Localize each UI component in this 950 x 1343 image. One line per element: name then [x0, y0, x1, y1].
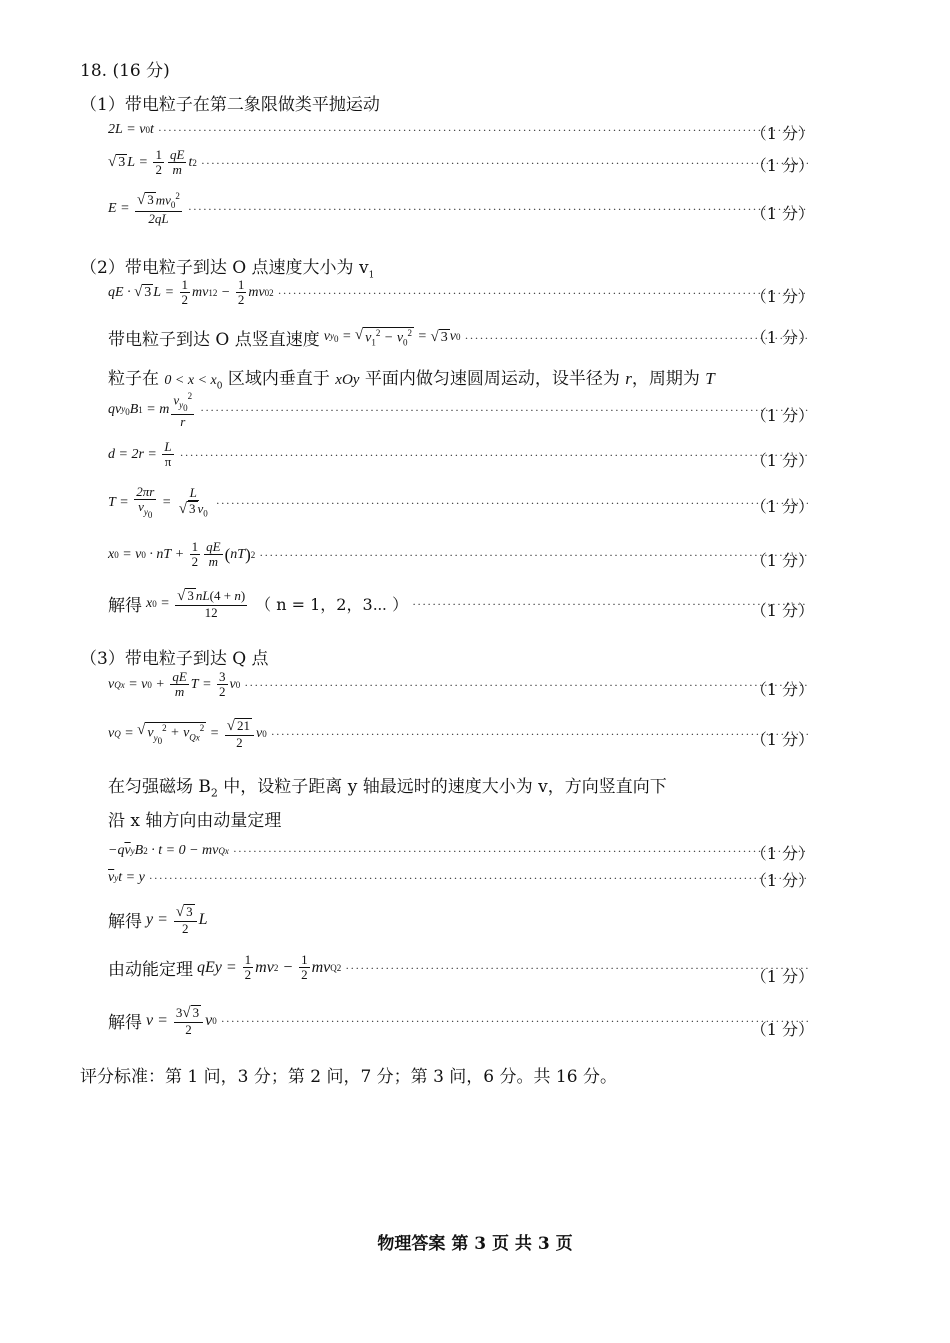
score: （1 分） — [750, 287, 814, 306]
score: （1 分） — [750, 406, 814, 425]
field-text-b: 中，设粒子距离 y 轴最远时的速度大小为 v，方向竖直向下 — [217, 777, 667, 797]
score: （1 分） — [750, 844, 814, 863]
eq-vyt: $\overline{v}$ y t = y ····· — [108, 870, 814, 886]
eq-vQ: v Q = √ $v_{y_0}^2 + v_{Qx}^2$ = √ 21 2 v 0 ····· — [108, 718, 814, 750]
part1-title: （1）带电粒子在第二象限做类平抛运动 — [80, 95, 380, 115]
score: （1 分） — [750, 156, 814, 175]
eq-momentum: − q $\overline{v}$ y B 2 · t = 0 − mv Qx ····· — [108, 843, 814, 859]
momentum-text: 沿 x 轴方向由动量定理 — [108, 811, 282, 831]
circle-motion-part1: 粒子在 — [108, 369, 159, 389]
score: （1 分） — [750, 124, 814, 143]
eq-energy-O: qE · √ 3 L = $\frac{1}{2}$ mv 1 2 − $\frac{1}{2}$ mv 0 2 ····· — [108, 278, 814, 308]
field-text-sub: 2 — [210, 786, 218, 800]
field-text — [108, 772, 667, 799]
score: （1 分） — [750, 601, 814, 620]
circle-motion-part4: ，周期为 — [631, 369, 700, 389]
n-values: （ n = 1，2，3⋯ ） — [255, 595, 409, 615]
problem-label: 18. (16 分) — [80, 61, 170, 81]
vertical-speed-text: 带电粒子到达 O 点竖直速度 — [108, 330, 320, 350]
eq-vy0: 带电粒子到达 O 点竖直速度 v $y_0$ = √ $v_1^2 - v_0^2$ = √ 3 v 0 ····· — [108, 325, 814, 350]
solve-v-text: 解得 — [108, 1013, 142, 1034]
score: （1 分） — [750, 967, 814, 986]
grading-standard: 评分标准：第 1 问，3 分；第 2 问，7 分；第 3 问，6 分。共 16 分。 — [80, 1067, 617, 1087]
score: （1 分） — [750, 451, 814, 470]
circle-motion-part2: 区域内垂直于 — [227, 369, 330, 389]
field-text-a: 在匀强磁场 B — [108, 777, 211, 797]
solve-y-text: 解得 — [108, 912, 142, 933]
eq-x0-solved: 解得 x 0 = √ 3 nL(4 + n) 12 （ n = 1，2，3⋯ ） ····· — [108, 588, 814, 620]
eq-T: T = $\frac{2\pi r}{v_{y_0}}$ = L √ 3 $v_0$ ····· — [108, 485, 814, 521]
eq-y-solved: 解得 y = √ 3 2 L — [108, 904, 208, 936]
eq-lorentz: qv $y_0$ B 1 = m $\frac{v_{y_0}^2}{r}$ ····· — [108, 392, 814, 429]
score: （1 分） — [750, 497, 814, 516]
eq-sqrt3L: √ 3 L = $\frac{1}{2}$ $\frac{qE}{m}$ t 2 ····· — [108, 148, 814, 178]
part3-title: （3）带电粒子到达 Q 点 — [80, 649, 269, 669]
eq-vQx: v Qx = v 0 + $\frac{qE}{m}$ T = $\frac{3}{2}$ v 0 ····· — [108, 670, 814, 700]
eq-2L: 2 L = v 0 t ····· — [108, 122, 814, 138]
part2-title-sub: 1 — [368, 270, 375, 281]
eq-v-solved: 解得 v = 3 √ 3 2 v 0 ····· — [108, 1005, 814, 1037]
score: （1 分） — [750, 871, 814, 890]
page-footer: 物理答案 第 3 页 共 3 页 — [377, 1234, 573, 1254]
score: （1 分） — [750, 1020, 814, 1039]
eq-E: E = √ 3 $mv_0^2$ 2qL ····· — [108, 192, 814, 226]
score: （1 分） — [750, 204, 814, 223]
score: （1 分） — [750, 680, 814, 699]
energy-text: 由动能定理 — [108, 960, 193, 981]
solve-text: 解得 — [108, 596, 142, 617]
circle-motion-text: 粒子在 $0 < x < x_0$ 区域内垂直于 xOy 平面内做匀速圆周运动，设半径为 r，周期为 T — [108, 369, 715, 392]
circle-motion-part3: 平面内做匀速圆周运动，设半径为 — [364, 369, 620, 389]
score: （1 分） — [750, 328, 814, 347]
score: （1 分） — [750, 730, 814, 749]
eq-x0: x 0 = v 0 · nT + $\frac{1}{2}$ $\frac{qE}{m}$ ( nT ) 2 ····· — [108, 540, 814, 570]
part2-title-text: （2）带电粒子到达 O 点速度大小为 v — [80, 258, 369, 278]
score: （1 分） — [750, 551, 814, 570]
eq-d: d = 2 r = $\frac{L}{\pi}$ ····· — [108, 440, 814, 470]
eq-energy: 由动能定理 qEy = $\frac{1}{2}$ mv 2 − $\frac{1}{2}$ mv Q 2 ····· — [108, 953, 814, 983]
part2-title — [80, 253, 374, 280]
